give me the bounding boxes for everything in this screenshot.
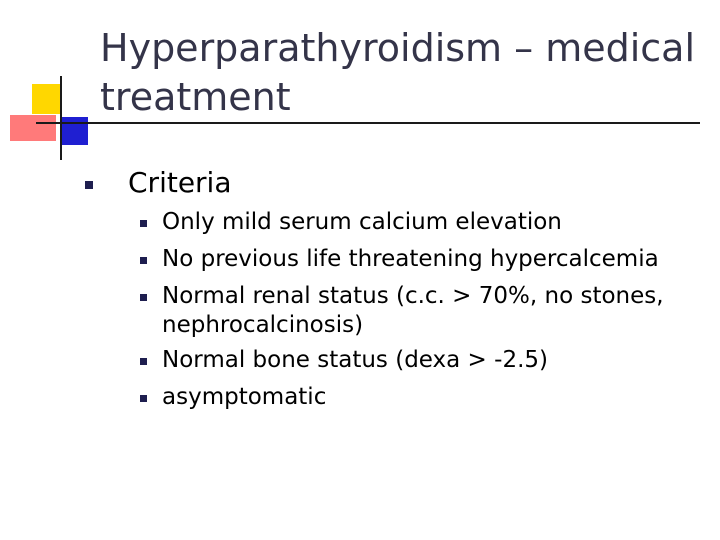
decorative-logo bbox=[0, 0, 100, 170]
list-item-text: Normal renal status (c.c. > 70%, no stones, nephrocalcinosis) bbox=[162, 283, 664, 338]
square-bullet-icon bbox=[140, 395, 147, 402]
list-item bbox=[140, 346, 710, 375]
slide-title: Hyperparathyroidism – medical treatment bbox=[100, 26, 696, 119]
square-bullet-icon bbox=[140, 257, 147, 264]
criteria-label: Criteria bbox=[128, 166, 232, 199]
square-bullet-icon bbox=[85, 181, 93, 189]
square-bullet-icon bbox=[140, 358, 147, 365]
list-item bbox=[140, 383, 710, 412]
title-underline bbox=[36, 122, 700, 124]
list-item bbox=[140, 208, 710, 237]
list-item-text: asymptomatic bbox=[162, 384, 327, 410]
list-item bbox=[140, 282, 710, 340]
list-item bbox=[140, 245, 710, 274]
list-item-text: No previous life threatening hypercalcemia bbox=[162, 246, 659, 272]
red-rectangle-shape bbox=[10, 115, 56, 141]
list-item-text: Normal bone status (dexa > -2.5) bbox=[162, 347, 548, 373]
square-bullet-icon bbox=[140, 220, 147, 227]
criteria-list bbox=[140, 208, 710, 420]
vertical-rule bbox=[60, 76, 62, 160]
yellow-square-shape bbox=[32, 84, 62, 114]
square-bullet-icon bbox=[140, 294, 147, 301]
list-item-text: Only mild serum calcium elevation bbox=[162, 209, 562, 235]
